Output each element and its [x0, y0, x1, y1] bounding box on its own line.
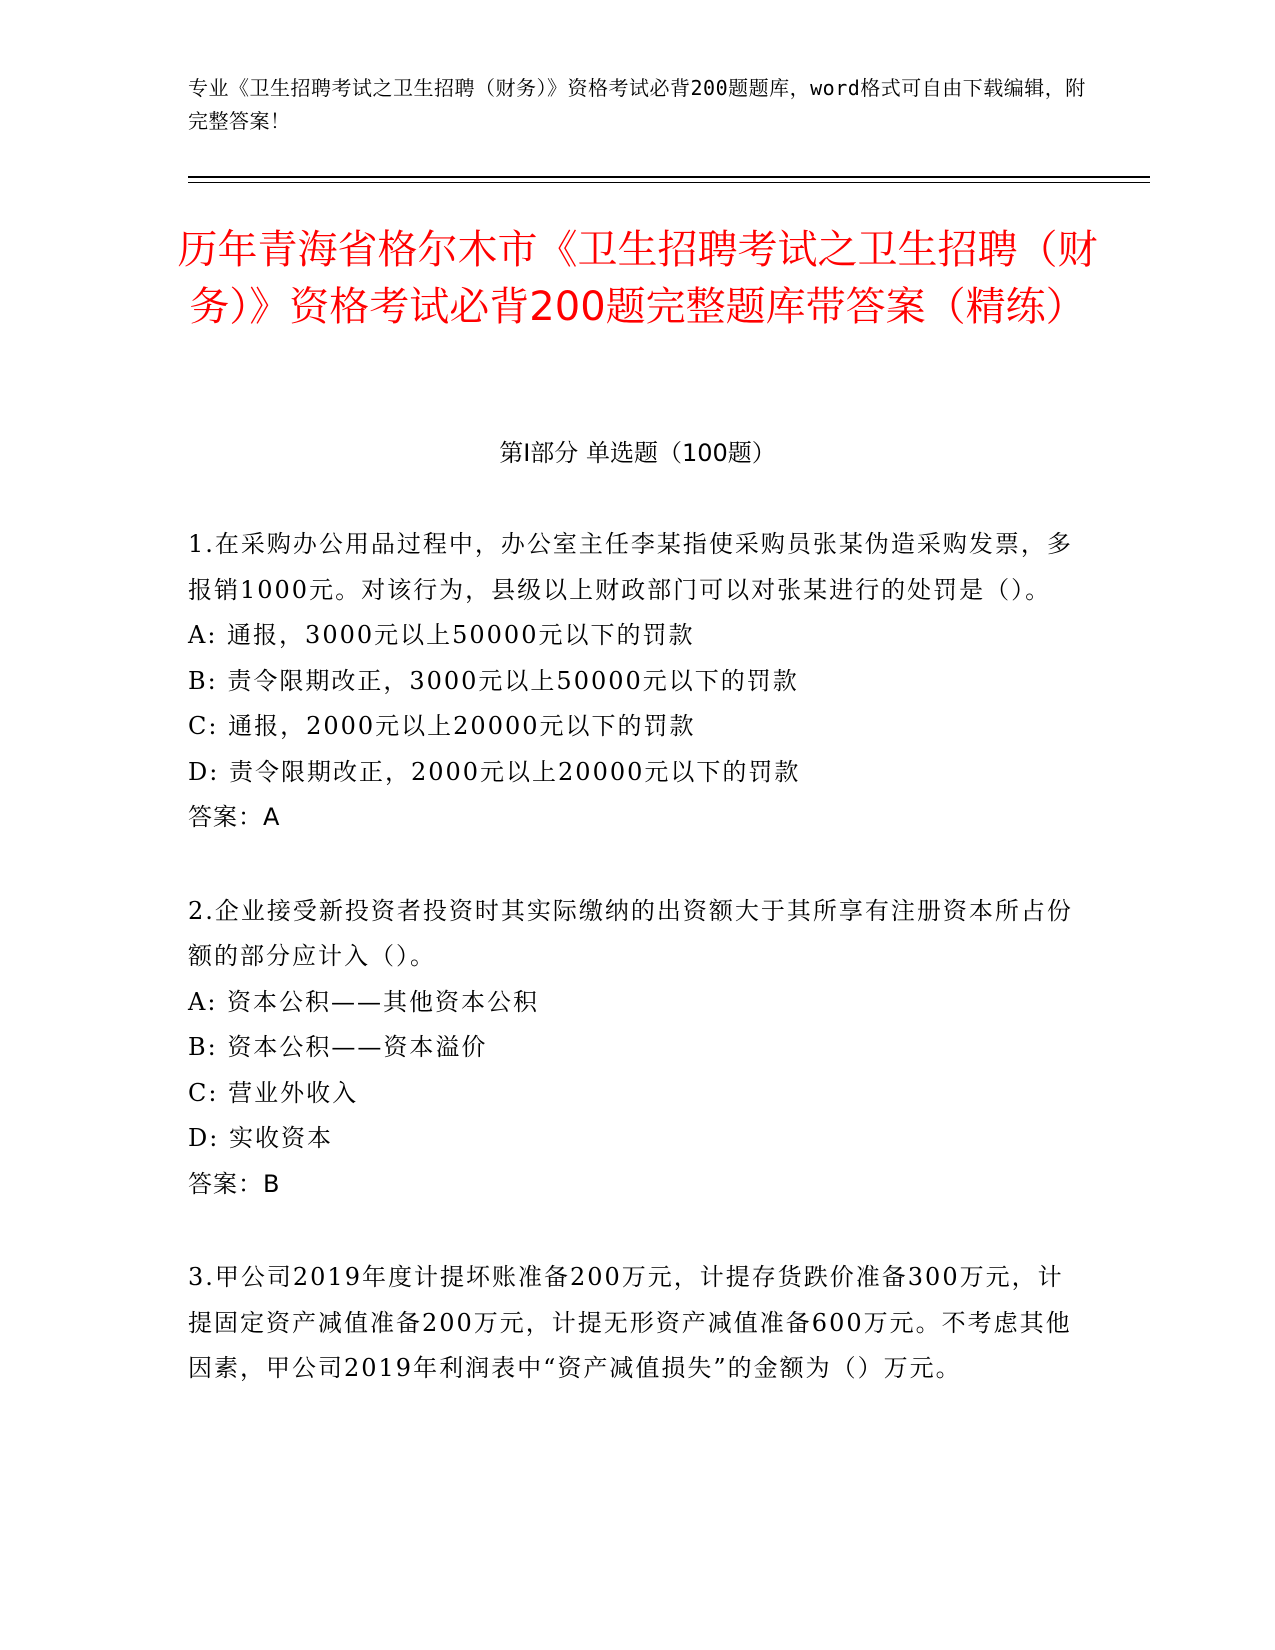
option-b: B: 资本公积——资本溢价 — [188, 1033, 488, 1061]
section-heading: 第Ⅰ部分 单选题（100题） — [499, 439, 776, 467]
question-text: 2.企业接受新投资者投资时其实际缴纳的出资额大于其所享有注册资本所占份额的部分应计入（）。 — [188, 896, 1073, 970]
answer: 答案：B — [188, 1169, 281, 1198]
question-1 — [188, 522, 1078, 841]
option-c: C: 营业外收入 — [188, 1078, 359, 1107]
header-divider-thin — [188, 182, 1150, 183]
option-a: A: 资本公积——其他资本公积 — [188, 987, 540, 1016]
question-3 — [188, 1255, 1078, 1392]
option-b: B: 责令限期改正，3000元以上50000元以下的罚款 — [188, 666, 799, 695]
document-title: 历年青海省格尔木市《卫生招聘考试之卫生招聘（财务）》资格考试必背200题完整题库带答案（精练） — [177, 227, 1098, 330]
option-d: D: 责令限期改正，2000元以上20000元以下的罚款 — [188, 757, 801, 786]
option-a: A: 通报，3000元以上50000元以下的罚款 — [188, 621, 695, 649]
option-c: C: 通报，2000元以上20000元以下的罚款 — [188, 712, 696, 740]
question-text: 1.在采购办公用品过程中，办公室主任李某指使采购员张某伪造采购发票，多报销1000元。对该行为，县级以上财政部门可以对张某进行的处罚是（）。 — [188, 530, 1073, 604]
header-divider-thick — [188, 176, 1150, 178]
question-2 — [188, 889, 1078, 1208]
question-text: 3.甲公司2019年度计提坏账准备200万元，计提存货跌价准备300万元，计提固定资产减值准备200万元，计提无形资产减值准备600万元。不考虑其他因素，甲公司2019年利润表中“资产减值损失”的金额为（）万元。 — [188, 1263, 1072, 1382]
answer: 答案：A — [188, 803, 281, 831]
header-note: 专业《卫生招聘考试之卫生招聘（财务）》资格考试必背200题题库，word格式可自由下载编辑，附完整答案！ — [188, 76, 1086, 133]
option-d: D: 实收资本 — [188, 1124, 333, 1152]
question-list — [188, 522, 1078, 1440]
